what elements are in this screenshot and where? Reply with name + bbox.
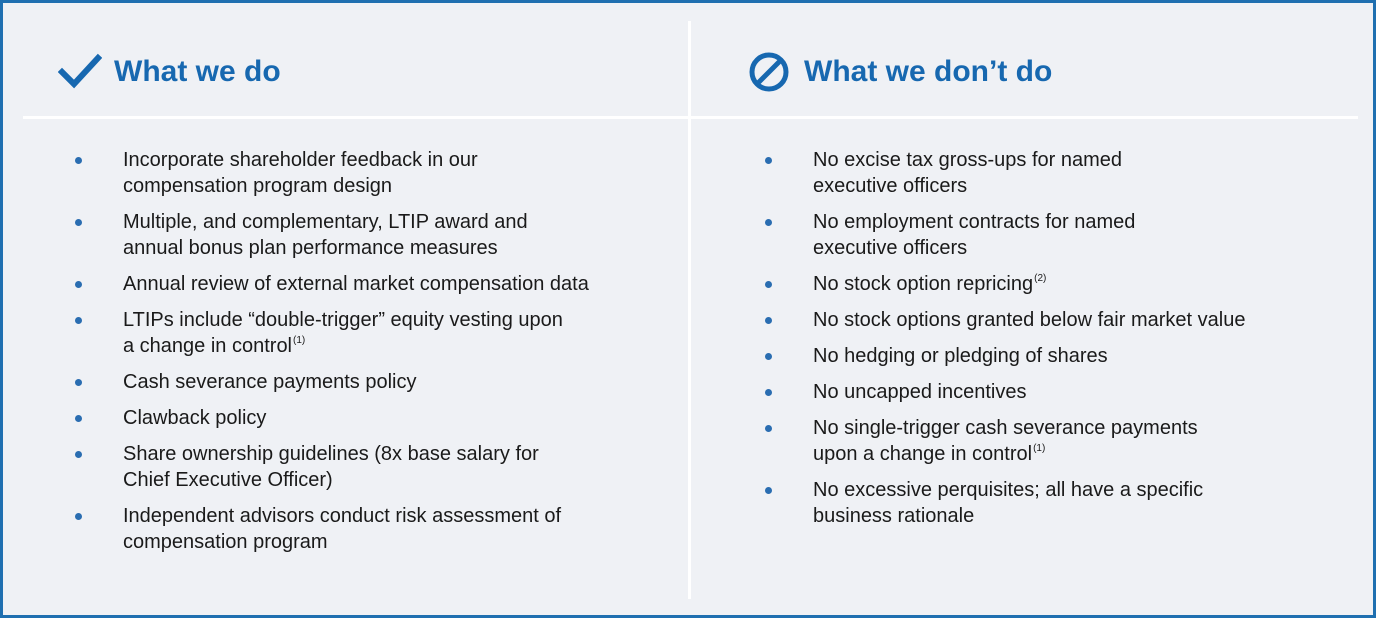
list-item (763, 477, 1353, 529)
list-item-text: Share ownership guidelines (8x base salary for Chief Executive Officer) (123, 443, 539, 491)
bullet-icon (765, 353, 772, 360)
list-item (763, 415, 1353, 467)
list-item-text: Independent advisors conduct risk assessment of compensation program (123, 505, 562, 553)
list-item-text: No excessive perquisites; all have a specific business rationale (813, 479, 1204, 527)
bullet-icon (765, 487, 772, 494)
list-item (763, 307, 1353, 333)
what-we-do-list (73, 147, 673, 565)
bullet-icon (75, 415, 82, 422)
what-we-dont-do-title: What we don’t do (804, 55, 1053, 88)
bullet-icon (765, 317, 772, 324)
list-item-text: Annual review of external market compensation data (123, 273, 589, 295)
prohibited-icon (748, 50, 792, 94)
bullet-icon (75, 451, 82, 458)
bullet-icon (75, 379, 82, 386)
list-item (73, 369, 673, 395)
footnote-marker: (2) (1034, 273, 1047, 284)
list-item-text: No single-trigger cash severance payments upon a change in control (813, 417, 1198, 465)
list-item-text: Incorporate shareholder feedback in our compensation program design (123, 149, 478, 197)
list-item (763, 379, 1353, 405)
what-we-dont-do-header (748, 48, 1052, 96)
footnote-marker: (1) (1033, 443, 1046, 454)
left-header-divider (23, 116, 688, 119)
list-item (73, 209, 673, 261)
list-item-text: No excise tax gross-ups for named executive officers (813, 149, 1123, 197)
column-divider (688, 21, 691, 599)
list-item-text: No stock options granted below fair market value (813, 309, 1246, 331)
list-item-text: LTIPs include “double-trigger” equity vesting upon a change in control (123, 309, 563, 357)
list-item-text: No employment contracts for named executive officers (813, 211, 1136, 259)
list-item (73, 307, 673, 359)
footnote-marker: (1) (293, 335, 306, 346)
what-we-do-title: What we do (114, 55, 281, 88)
bullet-icon (75, 513, 82, 520)
list-item (73, 271, 673, 297)
list-item-text: Cash severance payments policy (123, 371, 417, 393)
bullet-icon (75, 317, 82, 324)
bullet-icon (765, 157, 772, 164)
what-we-dont-do-list (763, 147, 1353, 539)
list-item (73, 147, 673, 199)
bullet-icon (75, 157, 82, 164)
right-header-divider (691, 116, 1358, 119)
what-we-do-header (58, 48, 281, 96)
bullet-icon (765, 389, 772, 396)
bullet-icon (75, 219, 82, 226)
list-item (73, 503, 673, 555)
list-item (763, 271, 1353, 297)
list-item (763, 343, 1353, 369)
list-item-text: Multiple, and complementary, LTIP award and annual bonus plan performance measures (123, 211, 528, 259)
bullet-icon (765, 281, 772, 288)
list-item-text: No uncapped incentives (813, 381, 1027, 403)
list-item (763, 147, 1353, 199)
list-item (73, 441, 673, 493)
list-item (763, 209, 1353, 261)
list-item-text: No hedging or pledging of shares (813, 345, 1108, 367)
bullet-icon (75, 281, 82, 288)
list-item-text: Clawback policy (123, 407, 267, 429)
bullet-icon (765, 219, 772, 226)
list-item (73, 405, 673, 431)
list-item-text: No stock option repricing (813, 273, 1034, 295)
checkmark-icon (58, 50, 102, 94)
bullet-icon (765, 425, 772, 432)
